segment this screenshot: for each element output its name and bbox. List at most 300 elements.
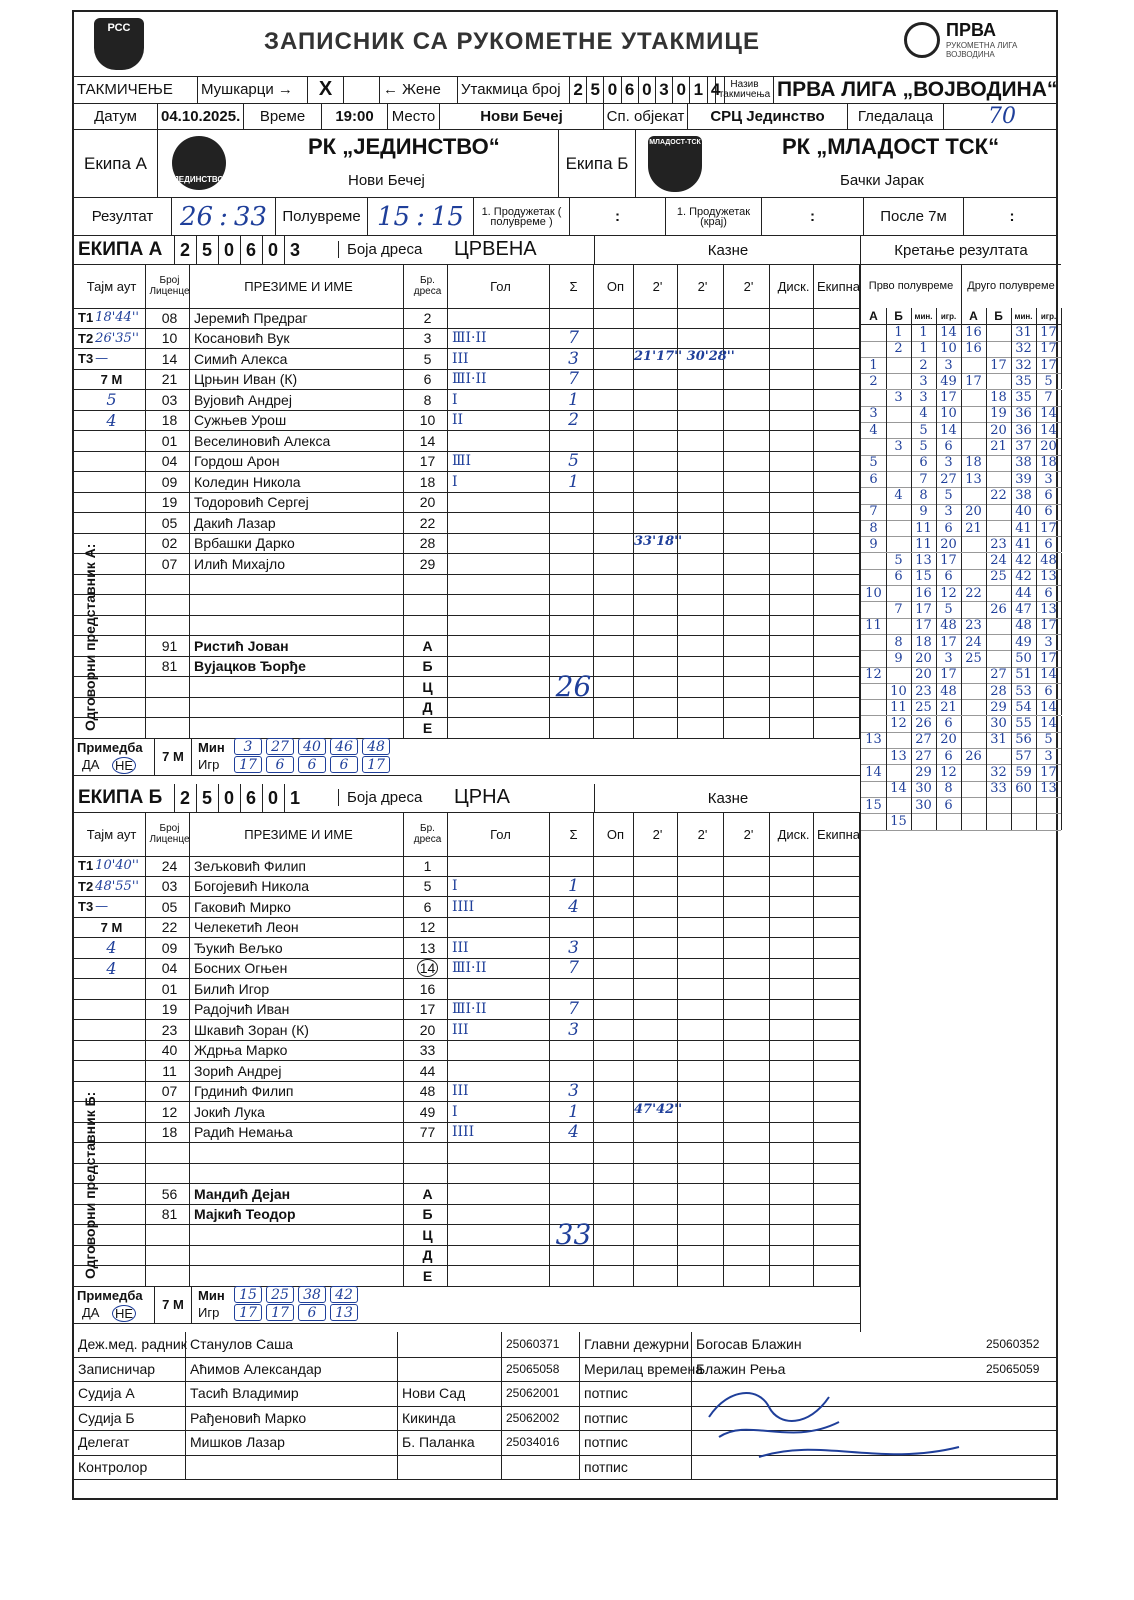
- progress-row: [861, 585, 1061, 602]
- progress-value: 14: [1036, 699, 1062, 715]
- jersey-color: ЦРНА: [454, 786, 510, 808]
- progress-value: 39: [1011, 471, 1037, 487]
- player-report: [814, 472, 860, 492]
- progress-col-a: А: [961, 308, 987, 324]
- player-disq: [770, 856, 814, 876]
- player-timeout: [74, 938, 146, 958]
- progress-value: 14: [936, 422, 962, 438]
- progress-value: 3: [861, 406, 887, 422]
- official-field: [186, 1455, 398, 1480]
- progress-value: 6: [1036, 585, 1062, 601]
- player-name: [190, 595, 404, 615]
- progress-value: 17: [1036, 520, 1062, 536]
- progress-value: 3: [1036, 471, 1062, 487]
- official-field: 25060371: [502, 1332, 580, 1357]
- progress-col-igr: игр.: [936, 308, 962, 324]
- progress-value: 12: [936, 585, 962, 601]
- progress-value: 12: [936, 764, 962, 780]
- player-name: Челекетић Леон: [190, 918, 404, 938]
- player-goal: [448, 1061, 550, 1081]
- player-row: [74, 1164, 860, 1185]
- player-timeout: [74, 513, 146, 533]
- official-report: [814, 677, 860, 697]
- player-goal: [448, 534, 550, 554]
- player-report: [814, 370, 860, 390]
- first-half-label: Прво полувреме: [861, 264, 962, 308]
- player-disq: [770, 1041, 814, 1061]
- player-lic: [146, 616, 190, 636]
- progress-value: 41: [1011, 520, 1037, 536]
- progress-value: 33: [986, 781, 1012, 797]
- official-field: потпис: [580, 1406, 692, 1431]
- player-sum: 1: [550, 1102, 594, 1122]
- player-no: 12: [404, 918, 448, 938]
- player-two3: [724, 856, 770, 876]
- progress-value: 4: [911, 406, 937, 422]
- player-no: 17: [404, 452, 448, 472]
- player-row: [74, 897, 860, 918]
- player-two1: [634, 1061, 678, 1081]
- federation-logo: РСС: [94, 18, 144, 70]
- player-report: [814, 554, 860, 574]
- player-two2: [678, 329, 724, 349]
- player-timeout: [74, 1041, 146, 1061]
- player-row: [74, 918, 860, 939]
- official-goal: [448, 657, 550, 677]
- player-no: 2: [404, 308, 448, 328]
- player-two1: [634, 1123, 678, 1143]
- player-row: [74, 472, 860, 493]
- player-timeout: [74, 431, 146, 451]
- player-disq: [770, 349, 814, 369]
- progress-value: 5: [886, 553, 912, 569]
- progress-value: 48: [936, 618, 962, 634]
- player-two3: [724, 595, 770, 615]
- progress-row: [861, 618, 1061, 635]
- player-name: Тодоровић Сергеј: [190, 493, 404, 513]
- player-lic: 04: [146, 959, 190, 979]
- igr-label: Игр: [198, 756, 220, 772]
- timeout-label: T3: [78, 899, 94, 915]
- player-row: [74, 370, 860, 391]
- player-name: Јеремић Предраг: [190, 308, 404, 328]
- signature-image: [699, 1377, 989, 1467]
- col-no: Бр. дреса: [404, 812, 448, 856]
- col-goal: Гол: [448, 812, 550, 856]
- player-timeout: [74, 897, 146, 917]
- player-timeout: [74, 1000, 146, 1020]
- progress-value: 1: [911, 324, 937, 340]
- official-two2: [678, 1266, 724, 1286]
- player-goal: ⅠⅠ: [448, 411, 550, 431]
- competition-row: ТАКМИЧЕЊЕ Мушкарци → X ← Жене Утакмица број 2 5 0 6 0 3 0 1 4 Назив такмичења ПРВА ЛИГА „ВОЈВОДИНА“: [74, 76, 1056, 104]
- progress-row: [861, 324, 1061, 341]
- col-two3: 2': [724, 812, 770, 856]
- player-name: Коледин Никола: [190, 472, 404, 492]
- progress-value: 17: [936, 553, 962, 569]
- progress-col-min: мин.: [911, 308, 937, 324]
- player-report: [814, 1020, 860, 1040]
- player-disq: [770, 370, 814, 390]
- player-two2: [678, 1082, 724, 1102]
- player-two2: [678, 1061, 724, 1081]
- player-timeout: [74, 877, 146, 897]
- progress-value: 5: [861, 455, 887, 471]
- player-goal: Ⅰ: [448, 877, 550, 897]
- progress-value: 35: [1011, 390, 1037, 406]
- progress-value: 18: [961, 455, 987, 471]
- player-row: [74, 1020, 860, 1041]
- progress-value: 14: [1036, 667, 1062, 683]
- official-two3: [724, 718, 770, 738]
- player-disq: [770, 1102, 814, 1122]
- col-name: ПРЕЗИМЕ И ИМЕ: [190, 812, 404, 856]
- player-sum: 5: [550, 452, 594, 472]
- progress-value: 4: [886, 487, 912, 503]
- progress-value: 3: [911, 390, 937, 406]
- official-lic: [146, 718, 190, 738]
- player-lic: 05: [146, 897, 190, 917]
- official-field: [982, 1430, 1060, 1455]
- min-value: 42: [330, 1286, 358, 1303]
- player-two3: [724, 1061, 770, 1081]
- player-no: 5: [404, 877, 448, 897]
- official-two1: [634, 657, 678, 677]
- progress-value: 7: [886, 601, 912, 617]
- player-two2: [678, 1143, 724, 1163]
- player-report: [814, 390, 860, 410]
- col-two1: 2': [634, 812, 678, 856]
- official-name: [190, 677, 404, 697]
- progress-row: [861, 634, 1061, 651]
- official-name: [190, 718, 404, 738]
- player-warn: [594, 575, 634, 595]
- timeout-label: T3: [78, 351, 94, 367]
- player-row: [74, 308, 860, 329]
- player-two2: [678, 534, 724, 554]
- player-warn: [594, 1041, 634, 1061]
- progress-value: 5: [911, 422, 937, 438]
- player-goal: ⅠⅠⅠⅠ: [448, 897, 550, 917]
- player-two1: [634, 370, 678, 390]
- progress-value: [986, 455, 1012, 471]
- official-two2: [678, 677, 724, 697]
- official-no: Ц: [404, 677, 448, 697]
- player-lic: 18: [146, 411, 190, 431]
- progress-value: 23: [986, 536, 1012, 552]
- progress-value: [861, 813, 887, 829]
- progress-value: 14: [936, 324, 962, 340]
- progress-value: 27: [911, 748, 937, 764]
- seven-m-value: 4: [106, 410, 117, 430]
- player-no: [404, 595, 448, 615]
- player-row: [74, 390, 860, 411]
- remark-no: НЕ: [112, 757, 136, 774]
- player-goal: [448, 1164, 550, 1184]
- player-report: [814, 1041, 860, 1061]
- progress-row: [861, 390, 1061, 407]
- player-two1: [634, 938, 678, 958]
- player-two3: [724, 329, 770, 349]
- official-field: 25065058: [502, 1357, 580, 1382]
- team-code-digit: 0: [262, 784, 283, 812]
- player-lic: 12: [146, 1102, 190, 1122]
- match-number-digit: 3: [656, 76, 673, 103]
- official-goal: [448, 698, 550, 718]
- seven-m-label: 7 M: [100, 371, 123, 387]
- progress-value: 3: [911, 373, 937, 389]
- col-disq: Диск.: [770, 264, 814, 308]
- remark-yes: ДА: [82, 1304, 100, 1320]
- progress-value: 53: [1011, 683, 1037, 699]
- player-name: Дакић Лазар: [190, 513, 404, 533]
- official-no: Е: [404, 1266, 448, 1286]
- player-sum: 7: [550, 329, 594, 349]
- player-warn: [594, 877, 634, 897]
- progress-value: [886, 455, 912, 471]
- progress-value: [886, 357, 912, 373]
- player-row: [74, 877, 860, 898]
- progress-value: 5: [936, 601, 962, 617]
- player-lic: 19: [146, 1000, 190, 1020]
- player-warn: [594, 390, 634, 410]
- official-report: [814, 636, 860, 656]
- player-two2: [678, 1000, 724, 1020]
- player-goal: ⅠⅠⅠ: [448, 349, 550, 369]
- progress-value: 2: [861, 373, 887, 389]
- progress-value: 7: [861, 504, 887, 520]
- official-two2: [678, 1246, 724, 1266]
- player-lic: 05: [146, 513, 190, 533]
- progress-value: 31: [1011, 324, 1037, 340]
- min-value: 46: [330, 738, 358, 755]
- player-two3: [724, 1143, 770, 1163]
- player-two3: [724, 959, 770, 979]
- player-no: 29: [404, 554, 448, 574]
- progress-value: [886, 422, 912, 438]
- col-lic: Број Лиценце: [146, 812, 190, 856]
- match-number-digit: 4: [708, 76, 725, 103]
- progress-value: 17: [961, 373, 987, 389]
- player-lic: 11: [146, 1061, 190, 1081]
- official-field: [982, 1455, 1060, 1480]
- player-warn: [594, 979, 634, 999]
- progress-value: 42: [1011, 553, 1037, 569]
- timeout-value: —: [95, 351, 109, 367]
- player-name: Радић Немања: [190, 1123, 404, 1143]
- progress-value: 22: [961, 585, 987, 601]
- progress-value: 14: [1036, 422, 1062, 438]
- official-name: Мандић Дејан: [190, 1184, 404, 1204]
- min-value: 48: [362, 738, 390, 755]
- player-name: Ждрња Марко: [190, 1041, 404, 1061]
- official-row: [74, 1332, 1056, 1358]
- player-row: [74, 493, 860, 514]
- igr-value: 17: [234, 1304, 262, 1321]
- player-goal: [448, 918, 550, 938]
- progress-value: 20: [911, 667, 937, 683]
- player-two3: [724, 534, 770, 554]
- match-report-sheet: [72, 10, 1058, 1500]
- igr-value: 6: [330, 756, 358, 773]
- player-sum: [550, 616, 594, 636]
- official-name: [190, 1266, 404, 1286]
- progress-value: [961, 406, 987, 422]
- igr-label: Игр: [198, 1304, 220, 1320]
- progress-value: 21: [986, 438, 1012, 454]
- halftime-score: 15 : 15: [368, 198, 474, 235]
- progress-value: 18: [986, 390, 1012, 406]
- progress-value: 1: [911, 341, 937, 357]
- progress-value: 20: [911, 650, 937, 666]
- player-no: [404, 959, 448, 979]
- progress-row: [861, 357, 1061, 374]
- progress-value: [886, 797, 912, 813]
- player-row: [74, 513, 860, 534]
- player-disq: [770, 452, 814, 472]
- player-sum: 1: [550, 877, 594, 897]
- player-no: 49: [404, 1102, 448, 1122]
- player-no: 33: [404, 1041, 448, 1061]
- player-goal: [448, 308, 550, 328]
- progress-value: [861, 699, 887, 715]
- progress-value: [961, 601, 987, 617]
- progress-value: 21: [961, 520, 987, 536]
- player-sum: [550, 431, 594, 451]
- progress-value: [986, 341, 1012, 357]
- progress-table: [860, 236, 1061, 1332]
- progress-value: 6: [886, 569, 912, 585]
- progress-value: [1011, 797, 1037, 813]
- official-warn: [594, 1205, 634, 1225]
- official-field: Блажин Рења: [696, 1360, 786, 1377]
- official-field: [398, 1455, 502, 1480]
- player-two3: [724, 918, 770, 938]
- penalty-times: 33'18'': [634, 533, 683, 549]
- official-disq: [770, 677, 814, 697]
- player-row: [74, 979, 860, 1000]
- player-disq: [770, 493, 814, 513]
- player-timeout: [74, 959, 146, 979]
- official-name: [190, 1246, 404, 1266]
- player-no: 44: [404, 1061, 448, 1081]
- official-two3: [724, 1225, 770, 1245]
- player-report: [814, 329, 860, 349]
- official-field: Записничар: [74, 1357, 186, 1382]
- player-two3: [724, 938, 770, 958]
- player-report: [814, 959, 860, 979]
- progress-value: 6: [1036, 536, 1062, 552]
- progress-row: [861, 406, 1061, 423]
- progress-row: [861, 553, 1061, 570]
- player-name: Радојчић Иван: [190, 1000, 404, 1020]
- progress-value: 40: [1011, 504, 1037, 520]
- official-two1: [634, 698, 678, 718]
- player-name: Шкавић Зоран (К): [190, 1020, 404, 1040]
- official-no: Д: [404, 1246, 448, 1266]
- progress-value: [986, 618, 1012, 634]
- player-lic: 18: [146, 1123, 190, 1143]
- official-row: [74, 636, 860, 657]
- player-sum: [550, 979, 594, 999]
- official-field: Контролор: [74, 1455, 186, 1480]
- col-disq: Диск.: [770, 812, 814, 856]
- player-lic: 40: [146, 1041, 190, 1061]
- match-number-digit: 2: [570, 76, 587, 103]
- progress-value: 32: [1011, 341, 1037, 357]
- timeout-value: —: [95, 899, 109, 915]
- progress-value: [986, 504, 1012, 520]
- progress-value: 6: [936, 569, 962, 585]
- progress-value: 5: [1036, 732, 1062, 748]
- player-timeout: [74, 918, 146, 938]
- report-header: [74, 12, 1056, 77]
- player-two1: [634, 1082, 678, 1102]
- player-sum: 1: [550, 390, 594, 410]
- player-row: [74, 452, 860, 473]
- progress-value: 59: [1011, 764, 1037, 780]
- progress-value: 3: [936, 650, 962, 666]
- team-title: ЕКИПА А: [78, 239, 163, 260]
- player-report: [814, 431, 860, 451]
- min-label: Мин: [198, 1287, 225, 1303]
- official-report: [814, 1246, 860, 1266]
- official-field: 25062002: [502, 1406, 580, 1431]
- player-lic: 07: [146, 554, 190, 574]
- player-number: 14: [417, 959, 439, 977]
- official-field: потпис: [580, 1455, 692, 1480]
- official-report: [814, 1266, 860, 1286]
- progress-value: 6: [936, 520, 962, 536]
- player-two2: [678, 979, 724, 999]
- player-name: Босних Огњен: [190, 959, 404, 979]
- progress-value: 3: [1036, 748, 1062, 764]
- min-value: 38: [298, 1286, 326, 1303]
- official-field: Б. Паланка: [398, 1430, 502, 1455]
- player-report: [814, 856, 860, 876]
- official-lic: [146, 1266, 190, 1286]
- official-report: [814, 698, 860, 718]
- progress-value: [961, 553, 987, 569]
- remark-label: Примедба: [77, 739, 143, 755]
- progress-value: 15: [886, 813, 912, 829]
- player-two1: [634, 472, 678, 492]
- progress-value: 3: [1036, 634, 1062, 650]
- progress-title: Кретање резултата: [861, 236, 1061, 265]
- official-two1: [634, 1184, 678, 1204]
- player-name: Симић Алекса: [190, 349, 404, 369]
- player-row: [74, 1123, 860, 1144]
- col-two3: 2': [724, 264, 770, 308]
- progress-row: [861, 422, 1061, 439]
- player-timeout: [74, 370, 146, 390]
- official-disq: [770, 1266, 814, 1286]
- team-code-digit: 1: [284, 784, 305, 812]
- progress-value: 28: [986, 683, 1012, 699]
- player-name: [190, 616, 404, 636]
- igr-value: 13: [330, 1304, 358, 1321]
- jersey-color: ЦРВЕНА: [454, 238, 537, 260]
- progress-value: 20: [936, 732, 962, 748]
- player-lic: 10: [146, 329, 190, 349]
- official-warn: [594, 657, 634, 677]
- player-goal: ⅠⅠⅠ: [448, 1082, 550, 1102]
- progress-value: 6: [1036, 683, 1062, 699]
- progress-value: 15: [911, 569, 937, 585]
- progress-value: 17: [1036, 341, 1062, 357]
- official-sum: [550, 718, 594, 738]
- player-row: [74, 431, 860, 452]
